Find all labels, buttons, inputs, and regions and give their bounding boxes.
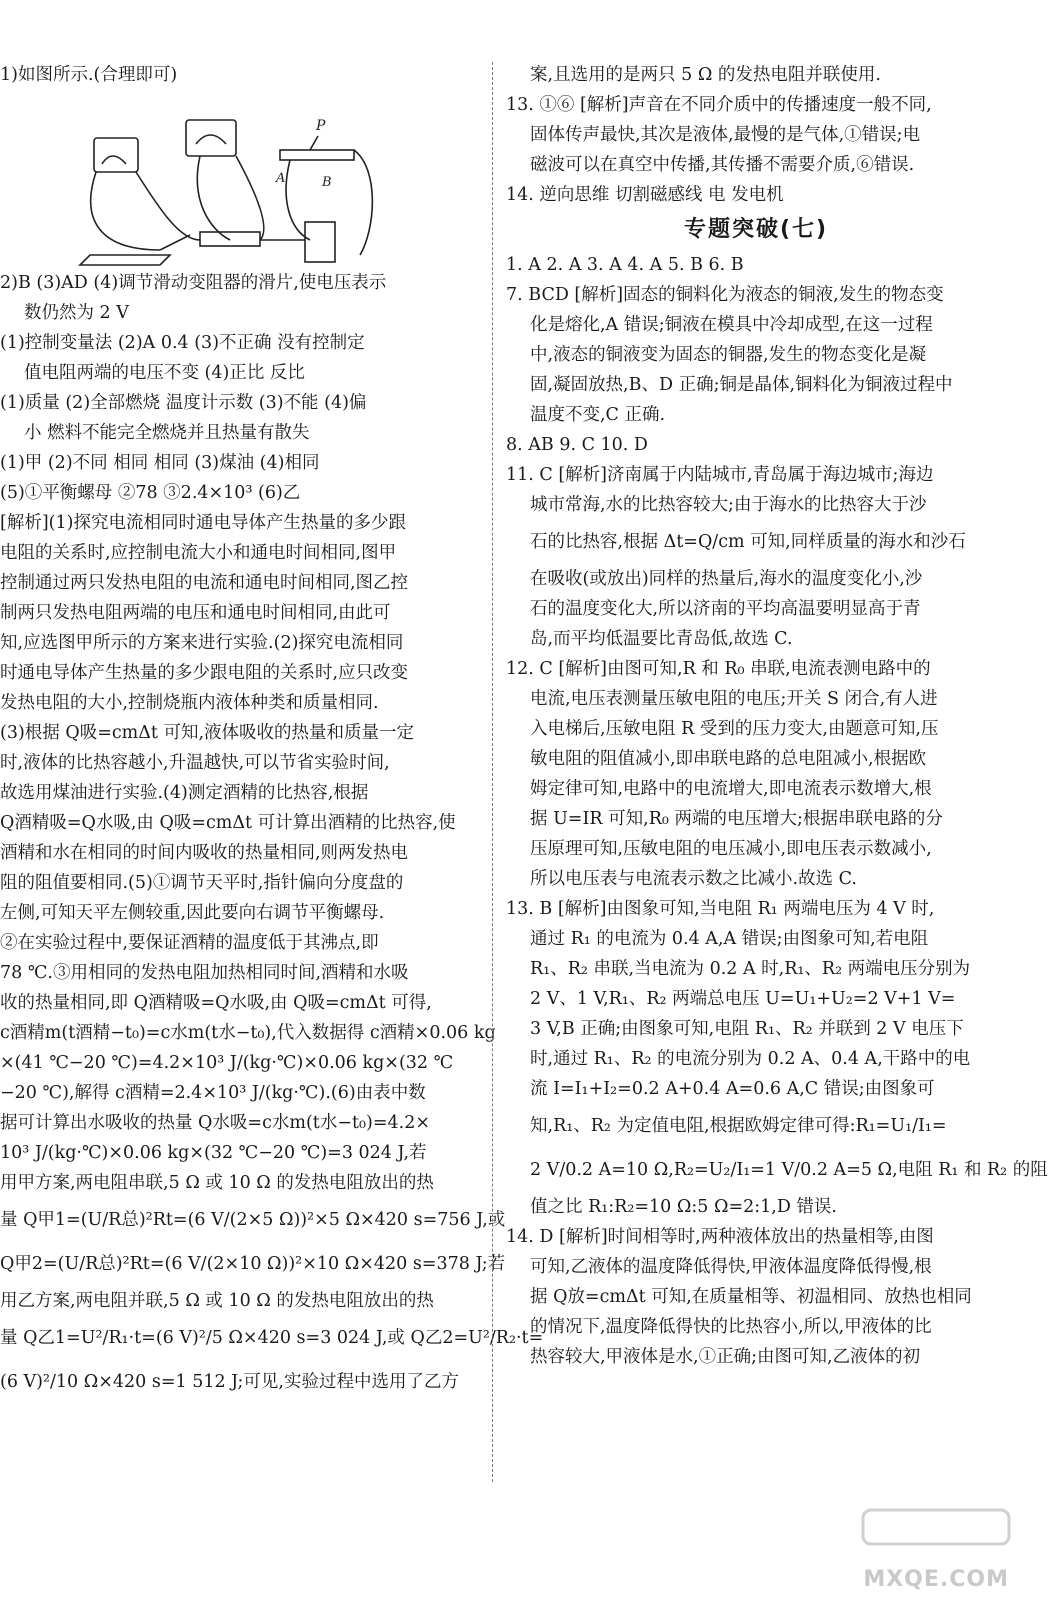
ammeter-icon [94,138,138,172]
text-line: 2 V/0.2 A=10 Ω,R₂=U₂/I₁=1 V/0.2 A=5 Ω,电阻 R₁ 和 R₂ 的阻 [530,1160,1048,1180]
text-line: (1)甲 (2)不同 相同 相同 (3)煤油 (4)相同 [0,453,320,473]
text-line: 的情况下,温度降低得快的比热容小,所以,甲液体的比 [530,1317,932,1337]
text-line: 13. B [解析]由图象可知,当电阻 R₁ 两端电压为 4 V 时, [506,899,935,919]
text-line: 时通电导体产生热量的多少跟电阻的关系时,应只改变 [0,663,409,683]
text-line: 流 I=I₁+I₂=0.2 A+0.4 A=0.6 A,C 错误;由图象可 [530,1079,935,1099]
text-line: 电阻的关系时,应控制电流大小和通电时间相同,图甲 [0,543,397,563]
text-line: 据 Q放=cmΔt 可知,在质量相等、初温相同、放热也相同 [530,1287,972,1307]
text-line: 案,且选用的是两只 5 Ω 的发热电阻并联使用. [530,65,881,85]
text-line: (6 V)²/10 Ω×420 s=1 512 J;可见,实验过程中选用了乙方 [0,1372,459,1392]
circuit-diagram [60,90,390,265]
text-line: 阻的阻值要相同.(5)①调节天平时,指针偏向分度盘的 [0,873,404,893]
label-b: B [322,175,332,190]
left-column [0,60,544,1404]
rheostat-icon [280,150,354,160]
text-line: Q甲2=(U/R总)²Rt=(6 V/(2×10 Ω))²×10 Ω×420 s=378 J;若 [0,1254,506,1274]
text-line: 在吸收(或放出)同样的热量后,海水的温度变化小,沙 [530,569,923,589]
text-line: (3)根据 Q吸=cmΔt 可知,液体吸收的热量和质量一定 [0,723,415,743]
text-line: 13. ①⑥ [解析]声音在不同介质中的传播速度一般不同, [506,95,932,115]
text-line: −20 ℃),解得 c酒精=2.4×10³ J/(kg·℃).(6)由表中数 [0,1083,426,1103]
text-line: 知,应选图甲所示的方案来进行实验.(2)探究电流相同 [0,633,404,653]
text-line: 通过 R₁ 的电流为 0.4 A,A 错误;由图象可知,若电阻 [530,929,929,949]
text-line: 敏电阻的阻值减小,即串联电路的总电阻减小,根据欧 [530,749,927,769]
text-line: 用乙方案,两电阻并联,5 Ω 或 10 Ω 的发热电阻放出的热 [0,1291,434,1311]
text-line: 时,通过 R₁、R₂ 的电流分别为 0.2 A、0.4 A,干路中的电 [530,1049,971,1069]
text-line: 12. C [解析]由图可知,R 和 R₀ 串联,电流表测电路中的 [506,659,931,679]
text-line: 8. AB 9. C 10. D [506,435,648,455]
text-line: 左侧,可知天平左侧较重,因此要向右调节平衡螺母. [0,903,385,923]
text-line: 1)如图所示.(合理即可) [0,65,178,85]
text-line: 石的比热容,根据 Δt=Q/cm 可知,同样质量的海水和沙石 [530,532,966,552]
text-line: 11. C [解析]济南属于内陆城市,青岛属于海边城市;海边 [506,465,934,485]
text-line: 量 Q乙1=U²/R₁·t=(6 V)²/5 Ω×420 s=3 024 J,或 Q乙2=U²/R₂·t= [0,1328,544,1348]
text-line: 时,液体的比热容越小,升温越快,可以节省实验时间, [0,753,390,773]
text-line: c酒精m(t酒精−t₀)=c水m(t水−t₀),代入数据得 c酒精×0.06 kg [0,1023,496,1043]
text-line: 固体传声最快,其次是液体,最慢的是气体,①错误;电 [530,125,921,145]
text-line: 14. D [解析]时间相等时,两种液体放出的热量相等,由图 [506,1227,934,1247]
text-line: 压原理可知,压敏电阻的电压减小,即电压表示数减小, [530,839,932,859]
text-line: 值之比 R₁:R₂=10 Ω:5 Ω=2:1,D 错误. [530,1197,837,1217]
text-line: 入电梯后,压敏电阻 R 受到的压力变大,由题意可知,压 [530,719,939,739]
watermark-logo [861,1506,1011,1570]
text-line: 2 V、1 V,R₁、R₂ 两端总电压 U=U₁+U₂=2 V+1 V= [530,989,956,1009]
text-line: 7. BCD [解析]固态的铜料化为液态的铜液,发生的物态变 [506,285,944,305]
text-line: 姆定律可知,电路中的电流增大,即电流表示数增大,根 [530,779,932,799]
text-line: (1)质量 (2)全部燃烧 温度计示数 (3)不能 (4)偏 [0,393,367,413]
text-line: 化是熔化,A 错误;铜液在模具中冷却成型,在这一过程 [530,315,933,335]
label-a: A [276,171,286,186]
text-line: 数仍然为 2 V [24,303,129,323]
label-p: P [316,118,326,134]
text-line: 所以电压表与电流表示数之比减小.故选 C. [530,869,857,889]
right-column [506,60,1048,1372]
text-line: 量 Q甲1=(U/R总)²Rt=(6 V/(2×5 Ω))²×5 Ω×420 s=756 J,或 [0,1210,506,1230]
battery-icon [305,222,335,262]
resistor-icon [200,232,260,246]
text-line: 收的热量相同,即 Q酒精吸=Q水吸,由 Q吸=cmΔt 可得, [0,993,432,1013]
column-divider [492,62,493,1482]
text-line: 发热电阻的大小,控制烧瓶内液体种类和质量相同. [0,693,379,713]
watermark-text: MXQE.COM [863,1567,1009,1592]
section-title: 专题突破(七) [683,217,829,242]
text-line: 可知,乙液体的温度降低得快,甲液体温度降低得慢,根 [530,1257,932,1277]
text-line: ②在实验过程中,要保证酒精的温度低于其沸点,即 [0,933,379,953]
text-line: 14. 逆向思维 切割磁感线 电 发电机 [506,185,784,205]
text-line: 3 V,B 正确;由图象可知,电阻 R₁、R₂ 并联到 2 V 电压下 [530,1019,964,1039]
text-line: 温度不变,C 正确. [530,405,666,425]
text-line: 1. A 2. A 3. A 4. A 5. B 6. B [506,255,744,275]
text-line: 知,R₁、R₂ 为定值电阻,根据欧姆定律可得:R₁=U₁/I₁= [530,1116,947,1136]
circuit-figure [0,90,478,268]
text-line: 据 U=IR 可知,R₀ 两端的电压增大;根据串联电路的分 [530,809,943,829]
text-line: 岛,而平均低温要比青岛低,故选 C. [530,629,793,649]
text-line: 控制通过两只发热电阻的电流和通电时间相同,图乙控 [0,573,409,593]
text-line: 固,凝固放热,B、D 正确;铜是晶体,铜料化为铜液过程中 [530,375,953,395]
text-line: 热容较大,甲液体是水,①正确;由图可知,乙液体的初 [530,1347,921,1367]
text-line: [解析](1)探究电流相同时通电导体产生热量的多少跟 [0,513,406,533]
text-line: 磁波可以在真空中传播,其传播不需要介质,⑥错误. [530,155,915,175]
text-line: 制两只发热电阻两端的电压和通电时间相同,由此可 [0,603,391,623]
text-line: Q酒精吸=Q水吸,由 Q吸=cmΔt 可计算出酒精的比热容,使 [0,813,456,833]
text-line: 值电阻两端的电压不变 (4)正比 反比 [24,363,305,383]
text-line: 城市常海,水的比热容较大;由于海水的比热容大于沙 [530,495,927,515]
text-line: 10³ J/(kg·℃)×0.06 kg×(32 ℃−20 ℃)=3 024 J,若 [0,1143,427,1163]
text-line: 用甲方案,两电阻串联,5 Ω 或 10 Ω 的发热电阻放出的热 [0,1173,434,1193]
text-line: 2)B (3)AD (4)调节滑动变阻器的滑片,使电压表示 [0,273,387,293]
text-line: (5)①平衡螺母 ②78 ③2.4×10³ (6)乙 [0,483,301,503]
text-line: 小 燃料不能完全燃烧并且热量有散失 [24,423,310,443]
text-line: 中,液态的铜液变为固态的铜器,发生的物态变化是凝 [530,345,927,365]
text-line: 故选用煤油进行实验.(4)测定酒精的比热容,根据 [0,783,369,803]
text-line: ×(41 ℃−20 ℃)=4.2×10³ J/(kg·℃)×0.06 kg×(32 ℃ [0,1053,454,1073]
text-line: R₁、R₂ 串联,当电流为 0.2 A 时,R₁、R₂ 两端电压分别为 [530,959,971,979]
text-line: 78 ℃.③用相同的发热电阻加热相同时间,酒精和水吸 [0,963,409,983]
switch-icon [80,255,170,265]
text-line: 电流,电压表测量压敏电阻的电压;开关 S 闭合,有人进 [530,689,938,709]
text-line: 石的温度变化大,所以济南的平均高温要明显高于青 [530,599,921,619]
text-line: (1)控制变量法 (2)A 0.4 (3)不正确 没有控制定 [0,333,365,353]
text-line: 酒精和水在相同的时间内吸收的热量相同,则两发热电 [0,843,409,863]
text-line: 据可计算出水吸收的热量 Q水吸=c水m(t水−t₀)=4.2× [0,1113,431,1133]
voltmeter-icon [186,120,236,156]
